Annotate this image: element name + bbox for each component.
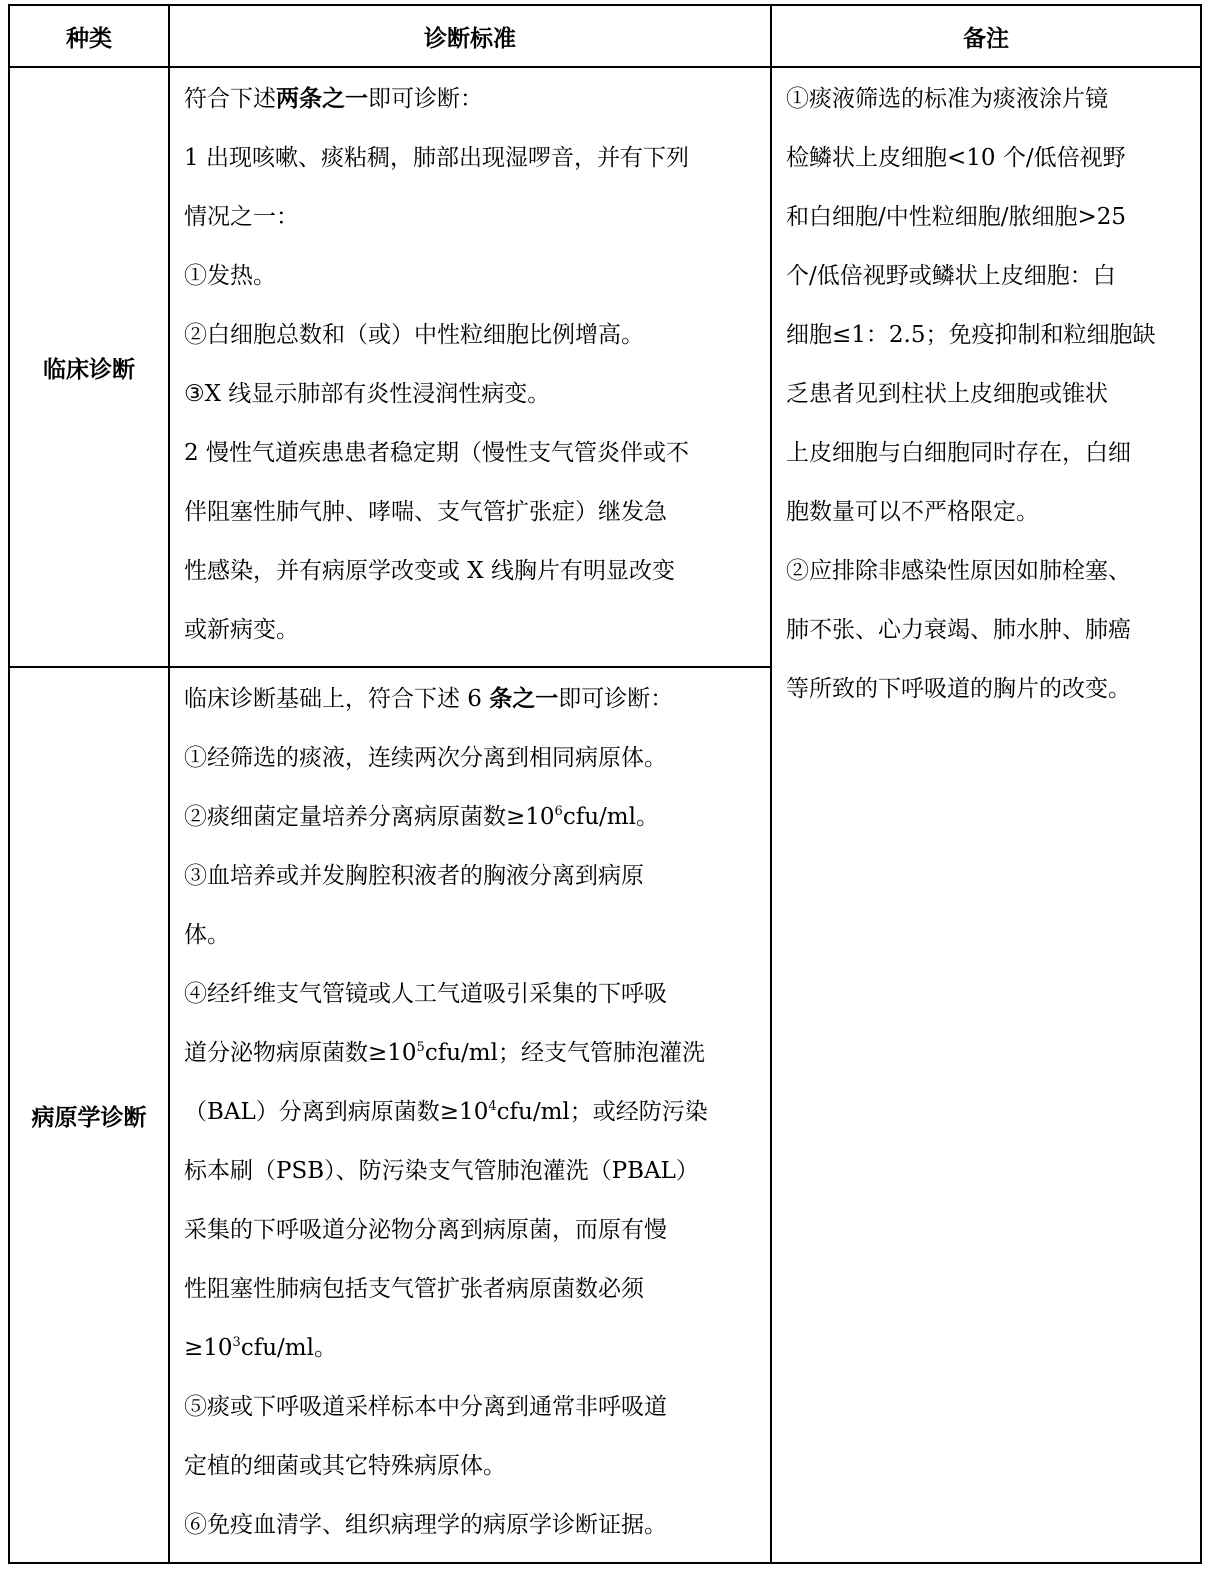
criteria-line (184, 1024, 766, 1083)
diagnosis-criteria-table (8, 4, 1202, 1564)
criteria-text: ②白细胞总数和（或）中性粒细胞比例增高。 (184, 322, 644, 348)
table-row-clinical (9, 67, 1201, 667)
criteria-line (184, 365, 766, 424)
criteria-line (184, 670, 766, 729)
criteria-text: cfu/ml；或经防污染 (496, 1099, 708, 1125)
criteria-text: ③血培养或并发胸腔积液者的胸液分离到病原 (184, 863, 644, 889)
criteria-line (184, 1319, 766, 1378)
superscript-exponent: 4 (488, 1099, 497, 1114)
criteria-text: cfu/ml。 (240, 1335, 337, 1361)
note-line: 乏患者见到柱状上皮细胞或锥状 (786, 381, 1108, 407)
criteria-text: ②痰细菌定量培养分离病原菌数≥10 (184, 804, 555, 830)
notes-lines (772, 68, 1200, 719)
note-line: ②应排除非感染性原因如肺栓塞、 (786, 558, 1131, 584)
criteria-text: ≥10 (184, 1335, 233, 1361)
criteria-pathogen (169, 667, 771, 1563)
note-line: 上皮细胞与白细胞同时存在，白细 (786, 440, 1131, 466)
note-line: 细胞≤1：2.5；免疫抑制和粒细胞缺 (786, 322, 1156, 348)
criteria-line (184, 1201, 766, 1260)
criteria-text: ④经纤维支气管镜或人工气道吸引采集的下呼吸 (184, 981, 667, 1007)
note-line: 和白细胞/中性粒细胞/脓细胞>25 (786, 204, 1127, 230)
criteria-line (184, 188, 766, 247)
superscript-exponent: 3 (232, 1335, 241, 1350)
emphasis-text: 条之一 (489, 686, 559, 712)
note-line: ①痰液筛选的标准为痰液涂片镜 (786, 86, 1108, 112)
table-header-row (9, 5, 1201, 67)
criteria-text: cfu/ml。 (562, 804, 659, 830)
criteria-text: 道分泌物病原菌数≥10 (184, 1040, 417, 1066)
criteria-line (184, 906, 766, 965)
criteria-text: 性感染，并有病原学改变或 X 线胸片有明显改变 (184, 558, 675, 584)
criteria-line (184, 1142, 766, 1201)
criteria-line (184, 542, 766, 601)
criteria-text: 情况之一： (184, 204, 299, 230)
notes-cell (771, 67, 1201, 1563)
criteria-line (184, 847, 766, 906)
category-pathogen: 病原学诊断 (9, 667, 169, 1563)
criteria-line (184, 1496, 766, 1555)
note-line: 个/低倍视野或鳞状上皮细胞：白 (786, 263, 1116, 289)
criteria-lines (170, 668, 770, 1555)
criteria-line (184, 788, 766, 847)
category-clinical: 临床诊断 (9, 67, 169, 667)
note-line: 肺不张、心力衰竭、肺水肿、肺癌 (786, 617, 1131, 643)
criteria-text: 临床诊断基础上，符合下述 6 (184, 686, 490, 712)
criteria-line (184, 1437, 766, 1496)
criteria-line (184, 729, 766, 788)
criteria-text: 伴阻塞性肺气肿、哮喘、支气管扩张症）继发急 (184, 499, 667, 525)
criteria-line (184, 1083, 766, 1142)
criteria-line (184, 483, 766, 542)
criteria-text: 符合下述 (184, 86, 276, 112)
criteria-text: ⑤痰或下呼吸道采样标本中分离到通常非呼吸道 (184, 1394, 667, 1420)
criteria-lines (170, 68, 770, 660)
criteria-text: （BAL）分离到病原菌数≥10 (184, 1099, 489, 1125)
superscript-exponent: 6 (554, 804, 563, 819)
criteria-line (184, 965, 766, 1024)
criteria-text: 1 出现咳嗽、痰粘稠，肺部出现湿啰音，并有下列 (184, 145, 689, 171)
criteria-text: cfu/ml；经支气管肺泡灌洗 (424, 1040, 705, 1066)
criteria-text: ①发热。 (184, 263, 276, 289)
criteria-text: ⑥免疫血清学、组织病理学的病原学诊断证据。 (184, 1512, 667, 1538)
criteria-line (184, 1260, 766, 1319)
criteria-text: 标本刷（PSB）、防污染支气管肺泡灌洗（PBAL） (184, 1158, 699, 1184)
note-line: 等所致的下呼吸道的胸片的改变。 (786, 676, 1131, 702)
criteria-text: 或新病变。 (184, 617, 299, 643)
header-notes: 备注 (771, 5, 1201, 67)
criteria-line (184, 601, 766, 660)
criteria-line (184, 129, 766, 188)
criteria-text: 性阻塞性肺病包括支气管扩张者病原菌数必须 (184, 1276, 644, 1302)
header-category: 种类 (9, 5, 169, 67)
criteria-line (184, 306, 766, 365)
superscript-exponent: 5 (416, 1040, 425, 1055)
criteria-line (184, 1378, 766, 1437)
note-line: 胞数量可以不严格限定。 (786, 499, 1039, 525)
criteria-text: 采集的下呼吸道分泌物分离到病原菌，而原有慢 (184, 1217, 667, 1243)
criteria-clinical (169, 67, 771, 667)
criteria-text: 体。 (184, 922, 230, 948)
criteria-line (184, 424, 766, 483)
emphasis-text: 两条之一 (276, 86, 368, 112)
criteria-text: 定植的细菌或其它特殊病原体。 (184, 1453, 506, 1479)
criteria-text: 即可诊断： (558, 686, 674, 712)
criteria-text: 即可诊断： (368, 86, 483, 112)
criteria-line (184, 247, 766, 306)
criteria-line (184, 70, 766, 129)
note-line: 检鳞状上皮细胞<10 个/低倍视野 (786, 145, 1126, 171)
header-criteria: 诊断标准 (169, 5, 771, 67)
criteria-text: 2 慢性气道疾患患者稳定期（慢性支气管炎伴或不 (184, 440, 689, 466)
criteria-text: ③X 线显示肺部有炎性浸润性病变。 (184, 381, 551, 407)
criteria-text: ①经筛选的痰液，连续两次分离到相同病原体。 (184, 745, 667, 771)
